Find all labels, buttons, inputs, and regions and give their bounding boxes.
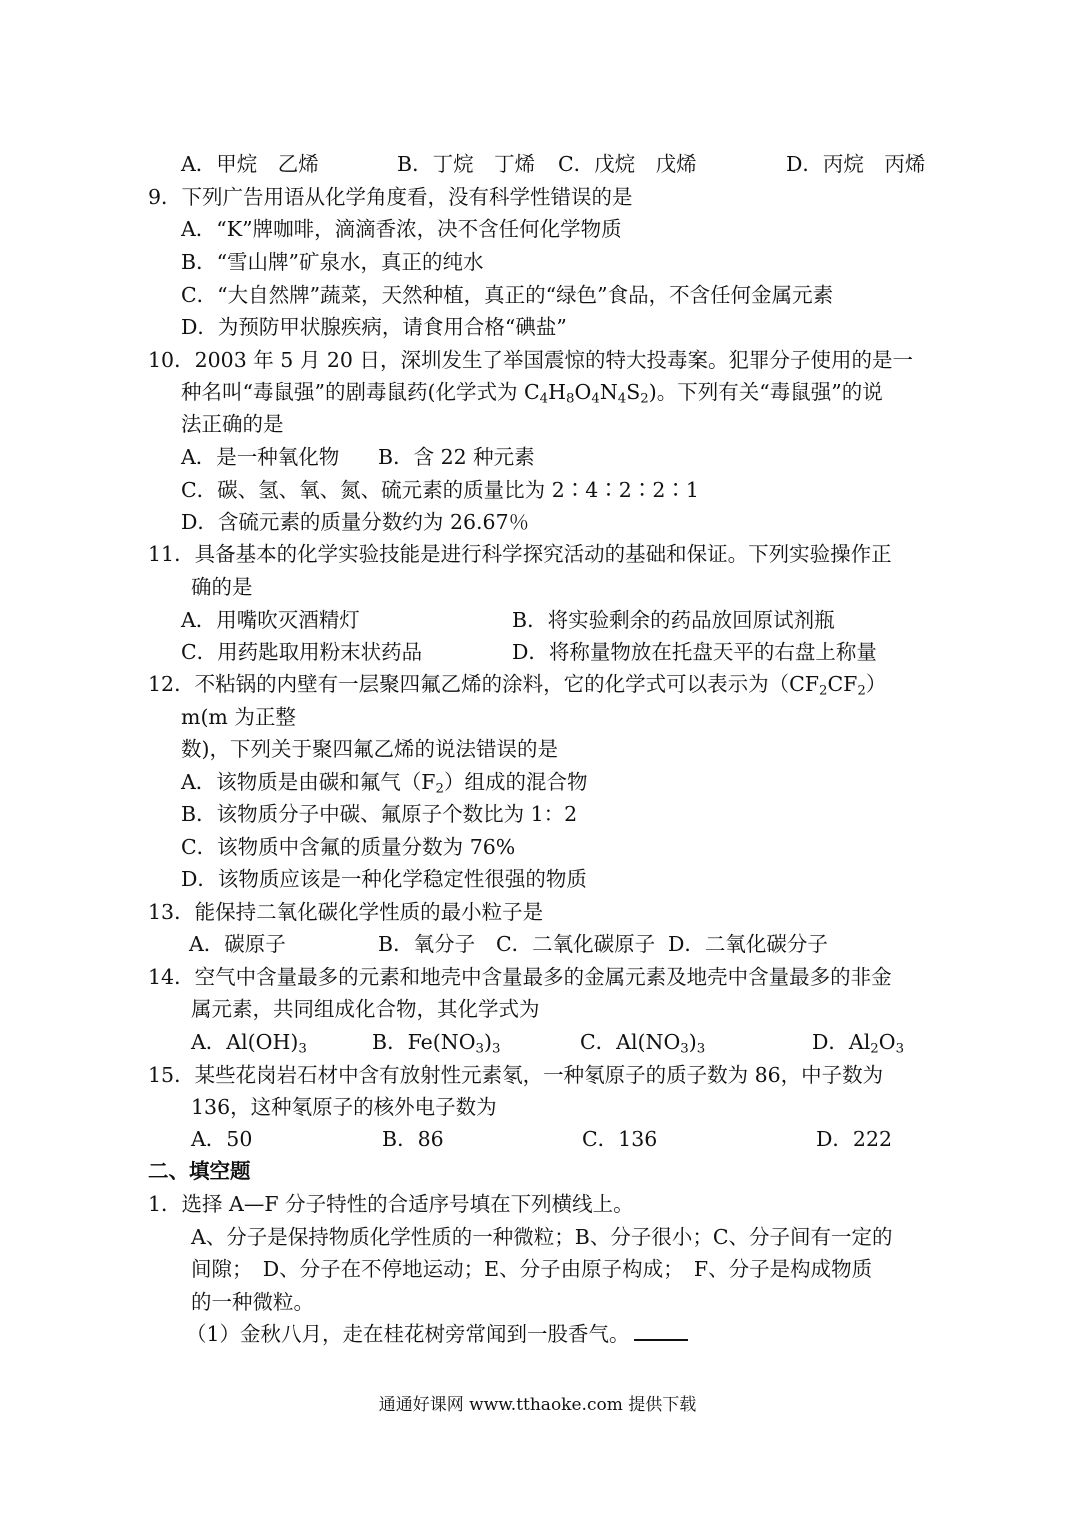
- q10-stem-line2: 种名叫“毒鼠强”的剧毒鼠药(化学式为 $C_4H_8O_4N_4S_2$)。下列有关“毒鼠强”的说: [181, 380, 883, 407]
- q15-stem-line1: 15．某些花岗岩石材中含有放射性元素氡，一种氡原子的质子数为 86，中子数为: [148, 1063, 884, 1087]
- q9-option-b: B．“雪山牌”矿泉水，真正的纯水: [181, 250, 484, 274]
- q9-stem: 9．下列广告用语从化学角度看，没有科学性错误的是: [148, 185, 633, 209]
- q12-option-d: D．该物质应该是一种化学稳定性很强的物质: [181, 867, 587, 891]
- q12-stem-line2: m(m 为正整: [181, 705, 296, 729]
- q12-stem-line1: 12．不粘锅的内壁有一层聚四氟乙烯的涂料，它的化学式可以表示为$(CF_2CF_2)$: [148, 672, 887, 699]
- q10-option-a: A．是一种氧化物: [181, 445, 340, 469]
- q14-option-a: A．$Al(OH)_3$: [191, 1030, 307, 1057]
- q13-option-a: A．碳原子: [189, 932, 286, 956]
- q15-option-a: A．50: [191, 1127, 253, 1151]
- fill-q1-sub1: （1）金秋八月，走在桂花树旁常闻到一股香气。: [186, 1320, 688, 1348]
- q11-stem-line2: 确的是: [191, 575, 253, 599]
- q14-stem-line1: 14．空气中含量最多的元素和地壳中含量最多的金属元素及地壳中含量最多的非金: [148, 965, 892, 989]
- q12-stem-line3: 数)，下列关于聚四氟乙烯的说法错误的是: [181, 737, 558, 761]
- q10-option-b: B．含 22 种元素: [378, 445, 535, 469]
- q14-stem-line2: 属元素，共同组成化合物，其化学式为: [191, 997, 540, 1021]
- q8-option-b: B．丁烷 丁烯: [397, 152, 536, 176]
- q11-option-a: A．用嘴吹灭酒精灯: [181, 608, 360, 632]
- q9-option-a: A．“K”牌咖啡，滴滴香浓，决不含任何化学物质: [181, 217, 622, 241]
- q14-option-b: B．$Fe(NO_3)_3$: [372, 1030, 501, 1057]
- q10-stem-line3: 法正确的是: [181, 412, 284, 436]
- q10-stem-line1: 10．2003 年 5 月 20 日，深圳发生了举国震惊的特大投毒案。犯罪分子使用的是一: [148, 348, 913, 372]
- q11-stem-line1: 11．具备基本的化学实验技能是进行科学探究活动的基础和保证。下列实验操作正: [148, 542, 892, 566]
- q15-stem-line2: 136，这种氡原子的核外电子数为: [191, 1095, 497, 1119]
- q13-option-c: C．二氧化碳原子: [496, 932, 656, 956]
- q12-option-c: C．该物质中含氟的质量分数为 76%: [181, 835, 516, 859]
- q13-option-d: D．二氧化碳分子: [668, 932, 828, 956]
- q9-option-c: C．“大自然牌”蔬菜，天然种植，真正的“绿色”食品，不含任何金属元素: [181, 283, 834, 307]
- answer-blank[interactable]: [634, 1321, 688, 1341]
- fill-q1-line3: 的一种微粒。: [191, 1290, 314, 1314]
- q10-option-d: D．含硫元素的质量分数约为 26.67％: [181, 510, 530, 534]
- q8-option-c: C．戊烷 戊烯: [558, 152, 697, 176]
- q12-option-a: A．该物质是由碳和氟气$(F_2)$组成的混合物: [181, 770, 588, 797]
- q8-option-d: D．丙烷 丙烯: [786, 152, 926, 176]
- q8-option-a: A．甲烷 乙烯: [181, 152, 319, 176]
- q15-option-b: B．86: [382, 1127, 444, 1151]
- q15-option-d: D．222: [816, 1127, 893, 1151]
- q12-option-b: B．该物质分子中碳、氟原子个数比为 1：2: [181, 802, 578, 826]
- fill-q1-line2: 间隙； D、分子在不停地运动；E、分子由原子构成； F、分子是构成物质: [191, 1257, 873, 1281]
- q9-option-d: D．为预防甲状腺疾病，请食用合格“碘盐”: [181, 315, 567, 339]
- fill-q1-line1: A、分子是保持物质化学性质的一种微粒；B、分子很小；C、分子间有一定的: [191, 1225, 893, 1249]
- q10-option-c: C．碳、氢、氧、氮、硫元素的质量比为 2∶4∶2∶2∶1: [181, 478, 699, 502]
- section-title: 二、填空题: [148, 1159, 251, 1183]
- q11-option-d: D．将称量物放在托盘天平的右盘上称量: [512, 640, 877, 664]
- q11-option-c: C．用药匙取用粉末状药品: [181, 640, 423, 664]
- fill-q1-stem: 1．选择 A—F 分子特性的合适序号填在下列横线上。: [148, 1192, 634, 1216]
- q14-option-c: C．$Al(NO_3)_3$: [580, 1030, 706, 1057]
- q13-option-b: B．氧分子: [378, 932, 476, 956]
- q11-option-b: B．将实验剩余的药品放回原试剂瓶: [512, 608, 835, 632]
- q13-stem: 13．能保持二氧化碳化学性质的最小粒子是: [148, 900, 544, 924]
- q14-option-d: D．$Al_2O_3$: [812, 1030, 905, 1057]
- q15-option-c: C．136: [582, 1127, 658, 1151]
- page-footer: 通通好课网 www.tthaoke.com 提供下载: [378, 1395, 697, 1415]
